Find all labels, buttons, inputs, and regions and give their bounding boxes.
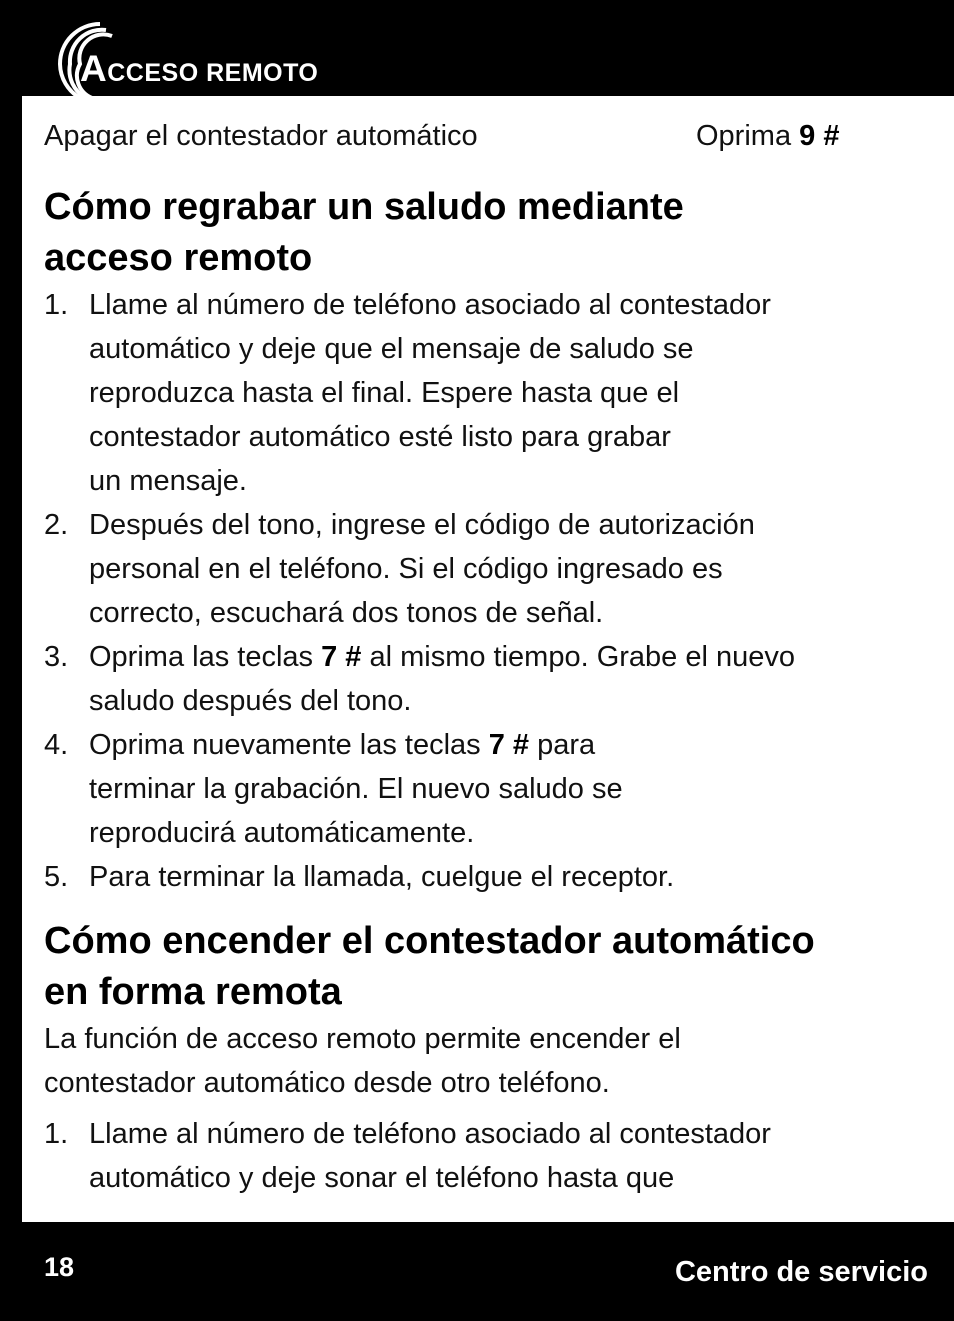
list-item: 4. Oprima nuevamente las teclas 7 # para terminar la grabación. El nuevo saludo se reproducirá automáticamente. — [44, 729, 623, 849]
header-band — [0, 0, 954, 96]
section1-heading: Cómo regrabar un saludo mediante acceso remoto — [44, 186, 684, 279]
list-item: 1. Llame al número de teléfono asociado al contestador automático y deje sonar el teléfono hasta que — [44, 1118, 771, 1194]
list-item: 5. Para terminar la llamada, cuelgue el receptor. — [44, 861, 675, 893]
section2-heading: Cómo encender el contestador automático en forma remota — [44, 920, 815, 1013]
list-item: 1. Llame al número de teléfono asociado al contestador automático y deje que el mensaje de saludo se reproduzca hasta el final. Espere hasta que el contestador automático esté listo para grabar un mensaje. — [44, 289, 771, 497]
section2-intro: La función de acceso remoto permite encender el contestador automático desde otro teléfono. — [44, 1023, 681, 1099]
section-header-title: ACCESO REMOTO — [80, 48, 319, 89]
list-item: 2. Después del tono, ingrese el código de autorización personal en el teléfono. Si el código ingresado es correcto, escuchará dos tonos de señal. — [44, 509, 755, 629]
command-label: Apagar el contestador automático — [44, 120, 478, 152]
list-item: 3. Oprima las teclas 7 # al mismo tiempo. Grabe el nuevo saludo después del tono. — [44, 641, 795, 717]
section1-steps — [44, 283, 924, 899]
page-body — [22, 96, 954, 1222]
page-number: 18 — [44, 1252, 75, 1282]
footer-section-title: Centro de servicio — [674, 1256, 928, 1288]
command-row — [44, 118, 924, 154]
command-action: Oprima 9 # — [696, 120, 840, 152]
section2-steps — [44, 1112, 924, 1200]
